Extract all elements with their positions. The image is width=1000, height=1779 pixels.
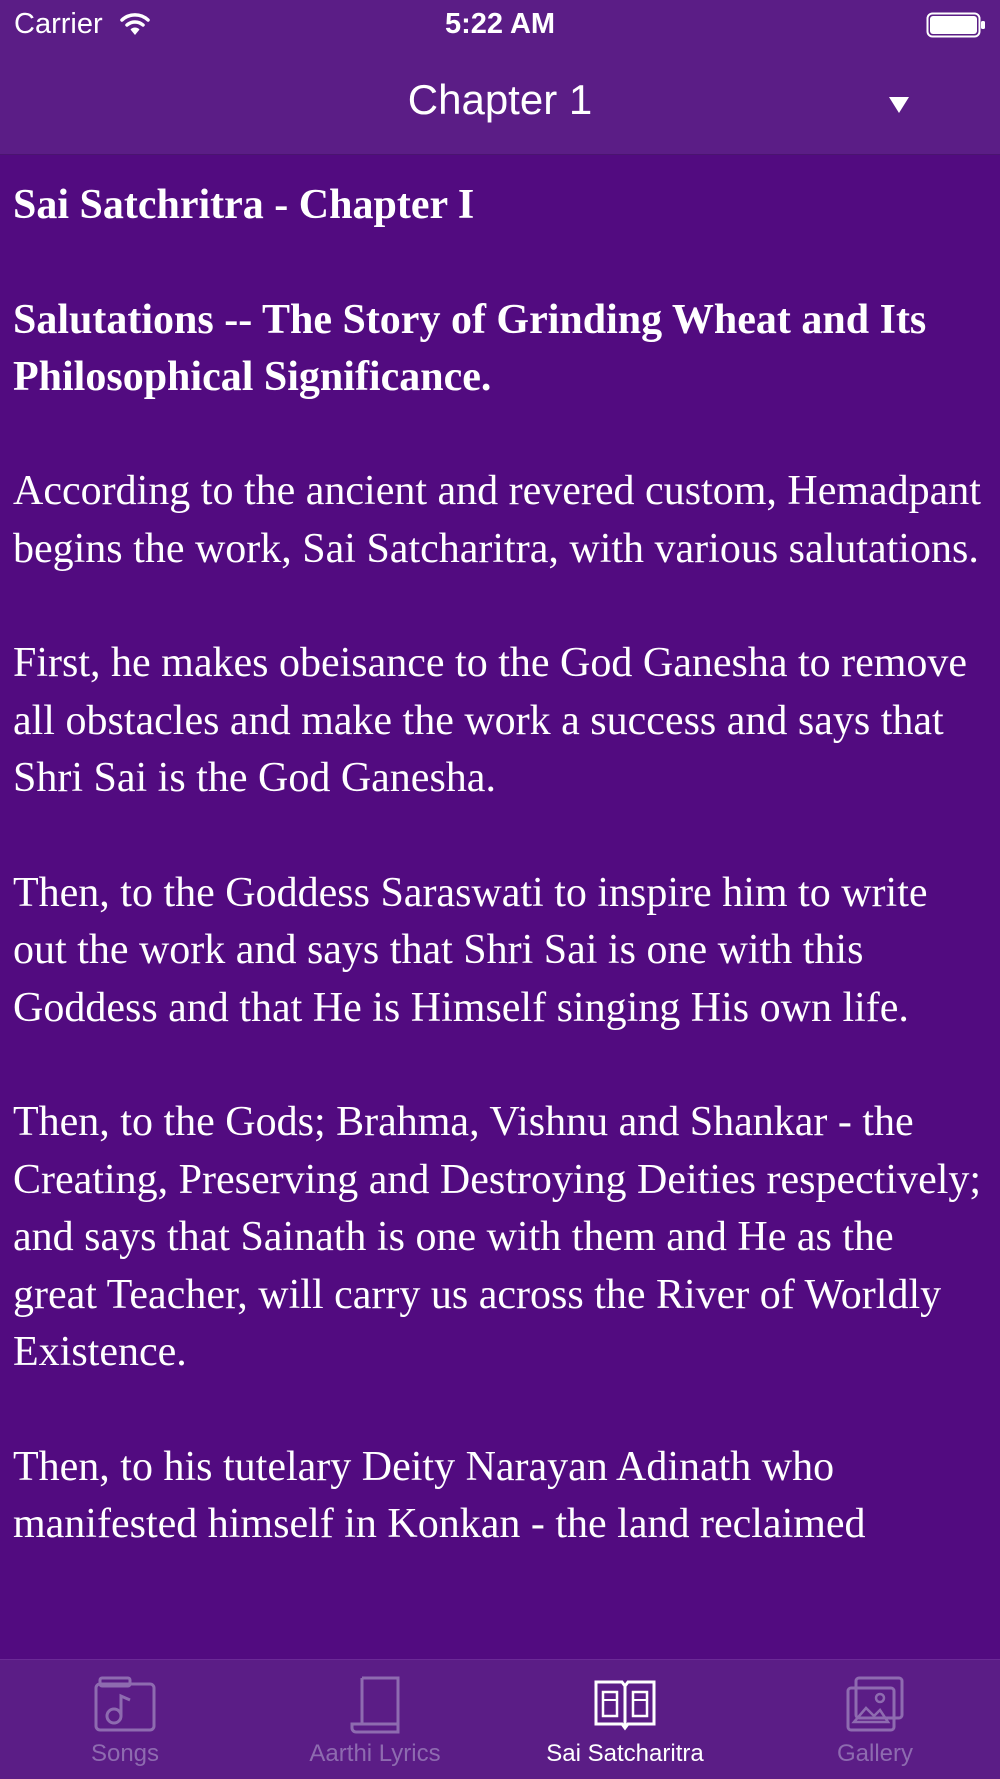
photo-gallery-icon [840, 1672, 910, 1738]
tab-sai-satcharitra[interactable] [500, 1660, 750, 1779]
paragraph: According to the ancient and revered custom, Hemadpant begins the work, Sai Satcharitra, with various salutations. [13, 468, 981, 572]
paragraph: Then, to the Gods; Brahma, Vishnu and Shankar - the Creating, Preserving and Destroying Deities respectively; and says that Sainath is one with them and He as the great Teacher, will carry us across the River of Worldly Existence. [13, 1099, 982, 1375]
chapter-title[interactable]: Chapter 1 [407, 76, 593, 123]
paragraph: Then, to his tutelary Deity Narayan Adinath who manifested himself in Konkan - the land reclaimed [13, 1443, 866, 1547]
carrier-label: Carrier [14, 8, 103, 40]
music-folder-icon [90, 1672, 160, 1738]
triangle-down-icon[interactable] [882, 88, 916, 122]
chapter-content[interactable] [0, 155, 1000, 1659]
status-bar [0, 0, 1000, 50]
tab-label: Songs [90, 1740, 160, 1767]
tab-gallery[interactable] [750, 1660, 1000, 1779]
battery-icon [926, 12, 986, 38]
paragraph: First, he makes obeisance to the God Ganesha to remove all obstacles and make the work a success and says that Shri Sai is the God Ganesha. [13, 640, 968, 801]
chapter-heading: Sai Satchritra - Chapter I [13, 182, 475, 228]
tab-label: Gallery [836, 1740, 914, 1767]
tab-bar [0, 1659, 1000, 1779]
tab-label: Aarthi Lyrics [309, 1740, 441, 1767]
scroll-icon [340, 1672, 410, 1738]
tab-aarthi-lyrics[interactable] [250, 1660, 500, 1779]
tab-label: Sai Satcharitra [546, 1740, 704, 1767]
navigation-bar [0, 50, 1000, 155]
paragraph: Then, to the Goddess Saraswati to inspire him to write out the work and says that Shri Sai is one with this Goddess and that He is Himself singing His own life. [13, 869, 928, 1031]
clock-time: 5:22 AM [444, 8, 556, 40]
chapter-subheading: Salutations -- The Story of Grinding Wheat and Its Philosophical Significance. [13, 297, 927, 400]
open-book-icon [590, 1672, 660, 1738]
tab-songs[interactable] [0, 1660, 250, 1779]
